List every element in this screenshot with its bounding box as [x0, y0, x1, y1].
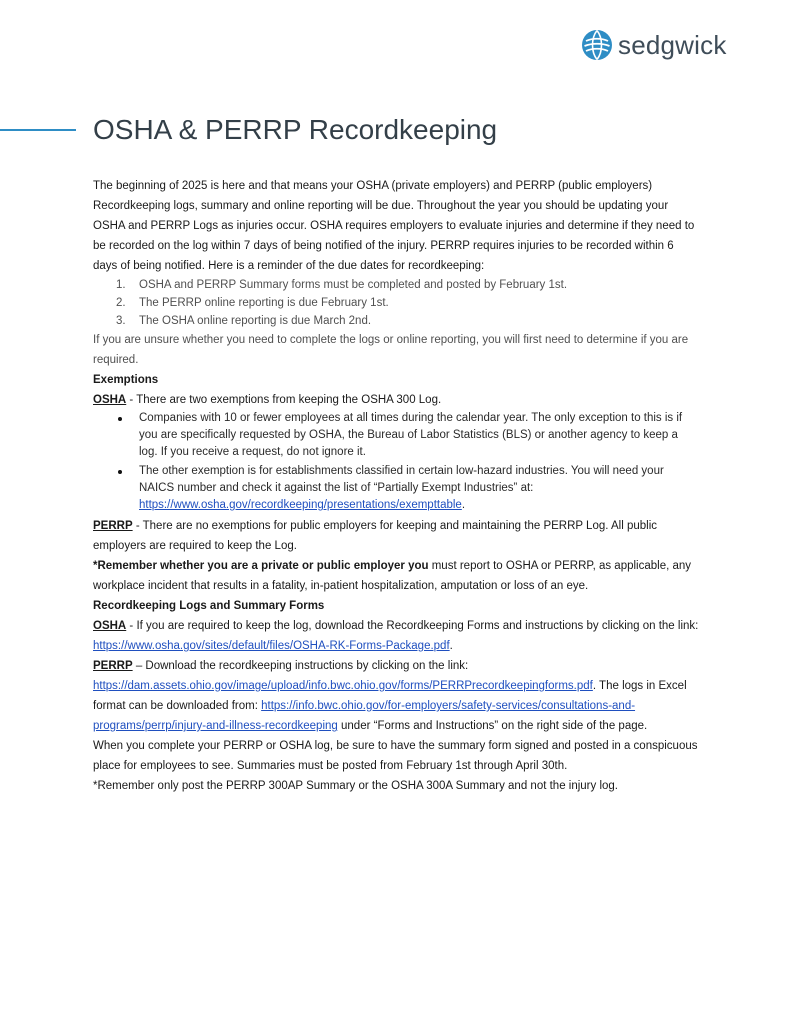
intro-paragraph: The beginning of 2025 is here and that means your OSHA (private employers) and PERRP (public employers) Recordkeeping logs, summary and online reporting will be due. Throughout the year you should be updating your OSHA and PERRP Logs as injuries occur. OSHA requires employers to evaluate injuries and determine if they need to be recorded on the log within 7 days of being notified of the injury. PERRP requires injuries to be recorded within 6 days of being notified. Here is a reminder of the due dates for recordkeeping: — [93, 180, 695, 272]
list-item-text: The OSHA online reporting is due March 2nd. — [139, 315, 372, 327]
perrp-exemption-text: - There are no exemptions for public employers for keeping and maintaining the PERRP Log. All public employers are required to keep the Log. — [93, 520, 658, 552]
perrp-forms-end: under “Forms and Instructions” on the right side of the page. — [337, 720, 648, 732]
list-item-text: The PERRP online reporting is due February 1st. — [139, 297, 389, 309]
document-body — [93, 176, 699, 796]
list-number: 1. — [116, 279, 126, 291]
list-number: 3. — [116, 315, 126, 327]
title-accent-line — [0, 129, 76, 131]
page-title: OSHA & PERRP Recordkeeping — [93, 114, 498, 145]
perrp-forms-paragraph — [93, 656, 699, 736]
perrp-forms-text: – Download the recordkeeping instructions by clicking on the link: — [132, 660, 469, 672]
remember-posting-paragraph: *Remember only post the PERRP 300AP Summary or the OSHA 300A Summary and not the injury log. — [93, 780, 619, 792]
list-item-text: OSHA and PERRP Summary forms must be completed and posted by February 1st. — [139, 279, 568, 291]
exemptions-list — [93, 410, 699, 514]
exemption-bullet-2: The other exemption is for establishments classified in certain low-hazard industries. You will need your NAICS number and check it against the list of “Partially Exempt Industries” at: — [139, 465, 664, 494]
exemption-bullet-1: Companies with 10 or fewer employees at all times during the calendar year. The only exception to this is if you are specifically requested by OSHA, the Bureau of Labor Statistics (BLS) or another agency to keep a log. If you receive a request, do not ignore it. — [139, 412, 683, 458]
bullet-icon — [118, 417, 122, 421]
list-item — [93, 276, 699, 294]
osha-label: OSHA — [93, 620, 127, 632]
complete-paragraph: When you complete your PERRP or OSHA log, be sure to have the summary form signed and posted in a conspicuous place for employees to see. Summaries must be posted from February 1st through April 30th. — [93, 740, 698, 772]
osha-forms-paragraph — [93, 616, 699, 656]
osha-exemption-line — [93, 390, 699, 410]
bullet-icon — [118, 470, 122, 474]
exempt-table-link[interactable]: https://www.osha.gov/recordkeeping/presentations/exempttable — [139, 499, 462, 511]
period: . — [461, 499, 466, 511]
sedgwick-logo — [581, 29, 727, 61]
perrp-excel-link[interactable]: https://info.bwc.ohio.gov/for-employers/safety-services/consultations-and-programs/perrp/injury-and-illness-recordkeeping — [93, 700, 636, 732]
perrp-forms-link[interactable]: https://dam.assets.ohio.gov/image/upload/info.bwc.ohio.gov/forms/PERRPrecordkeepingforms.pdf — [93, 680, 593, 692]
due-dates-list — [93, 276, 699, 330]
unsure-paragraph: If you are unsure whether you need to complete the logs or online reporting, you will first need to determine if you are required. — [93, 334, 689, 366]
perrp-label: PERRP — [93, 520, 133, 532]
perrp-label: PERRP — [93, 660, 133, 672]
osha-forms-link[interactable]: https://www.osha.gov/sites/default/files/OSHA-RK-Forms-Package.pdf — [93, 640, 450, 652]
osha-exemption-text: - There are two exemptions from keeping the OSHA 300 Log. — [126, 394, 442, 406]
forms-heading: Recordkeeping Logs and Summary Forms — [93, 600, 325, 612]
period: . — [449, 640, 453, 652]
remember-text: must report to OSHA or PERRP, as applicable, any workplace incident that results in a fatality, in-patient hospitalization, amputation or loss of an eye. — [93, 560, 692, 592]
list-item — [93, 463, 699, 514]
globe-icon — [581, 29, 613, 61]
perrp-exemption-line — [93, 516, 699, 556]
list-number: 2. — [116, 297, 126, 309]
osha-forms-text: - If you are required to keep the log, download the Recordkeeping Forms and instructions by clicking on the link: — [126, 620, 699, 632]
list-item — [93, 410, 699, 461]
osha-label: OSHA — [93, 394, 127, 406]
list-item — [93, 294, 699, 312]
exemptions-heading: Exemptions — [93, 374, 159, 386]
remember-reporting-paragraph — [93, 556, 699, 596]
brand-name: sedgwick — [618, 30, 727, 60]
list-item — [93, 312, 699, 330]
remember-bold-text: *Remember whether you are a private or public employer you — [93, 560, 429, 572]
perrp-forms-mid: . The logs in Excel format can be downloaded from: — [93, 680, 687, 712]
